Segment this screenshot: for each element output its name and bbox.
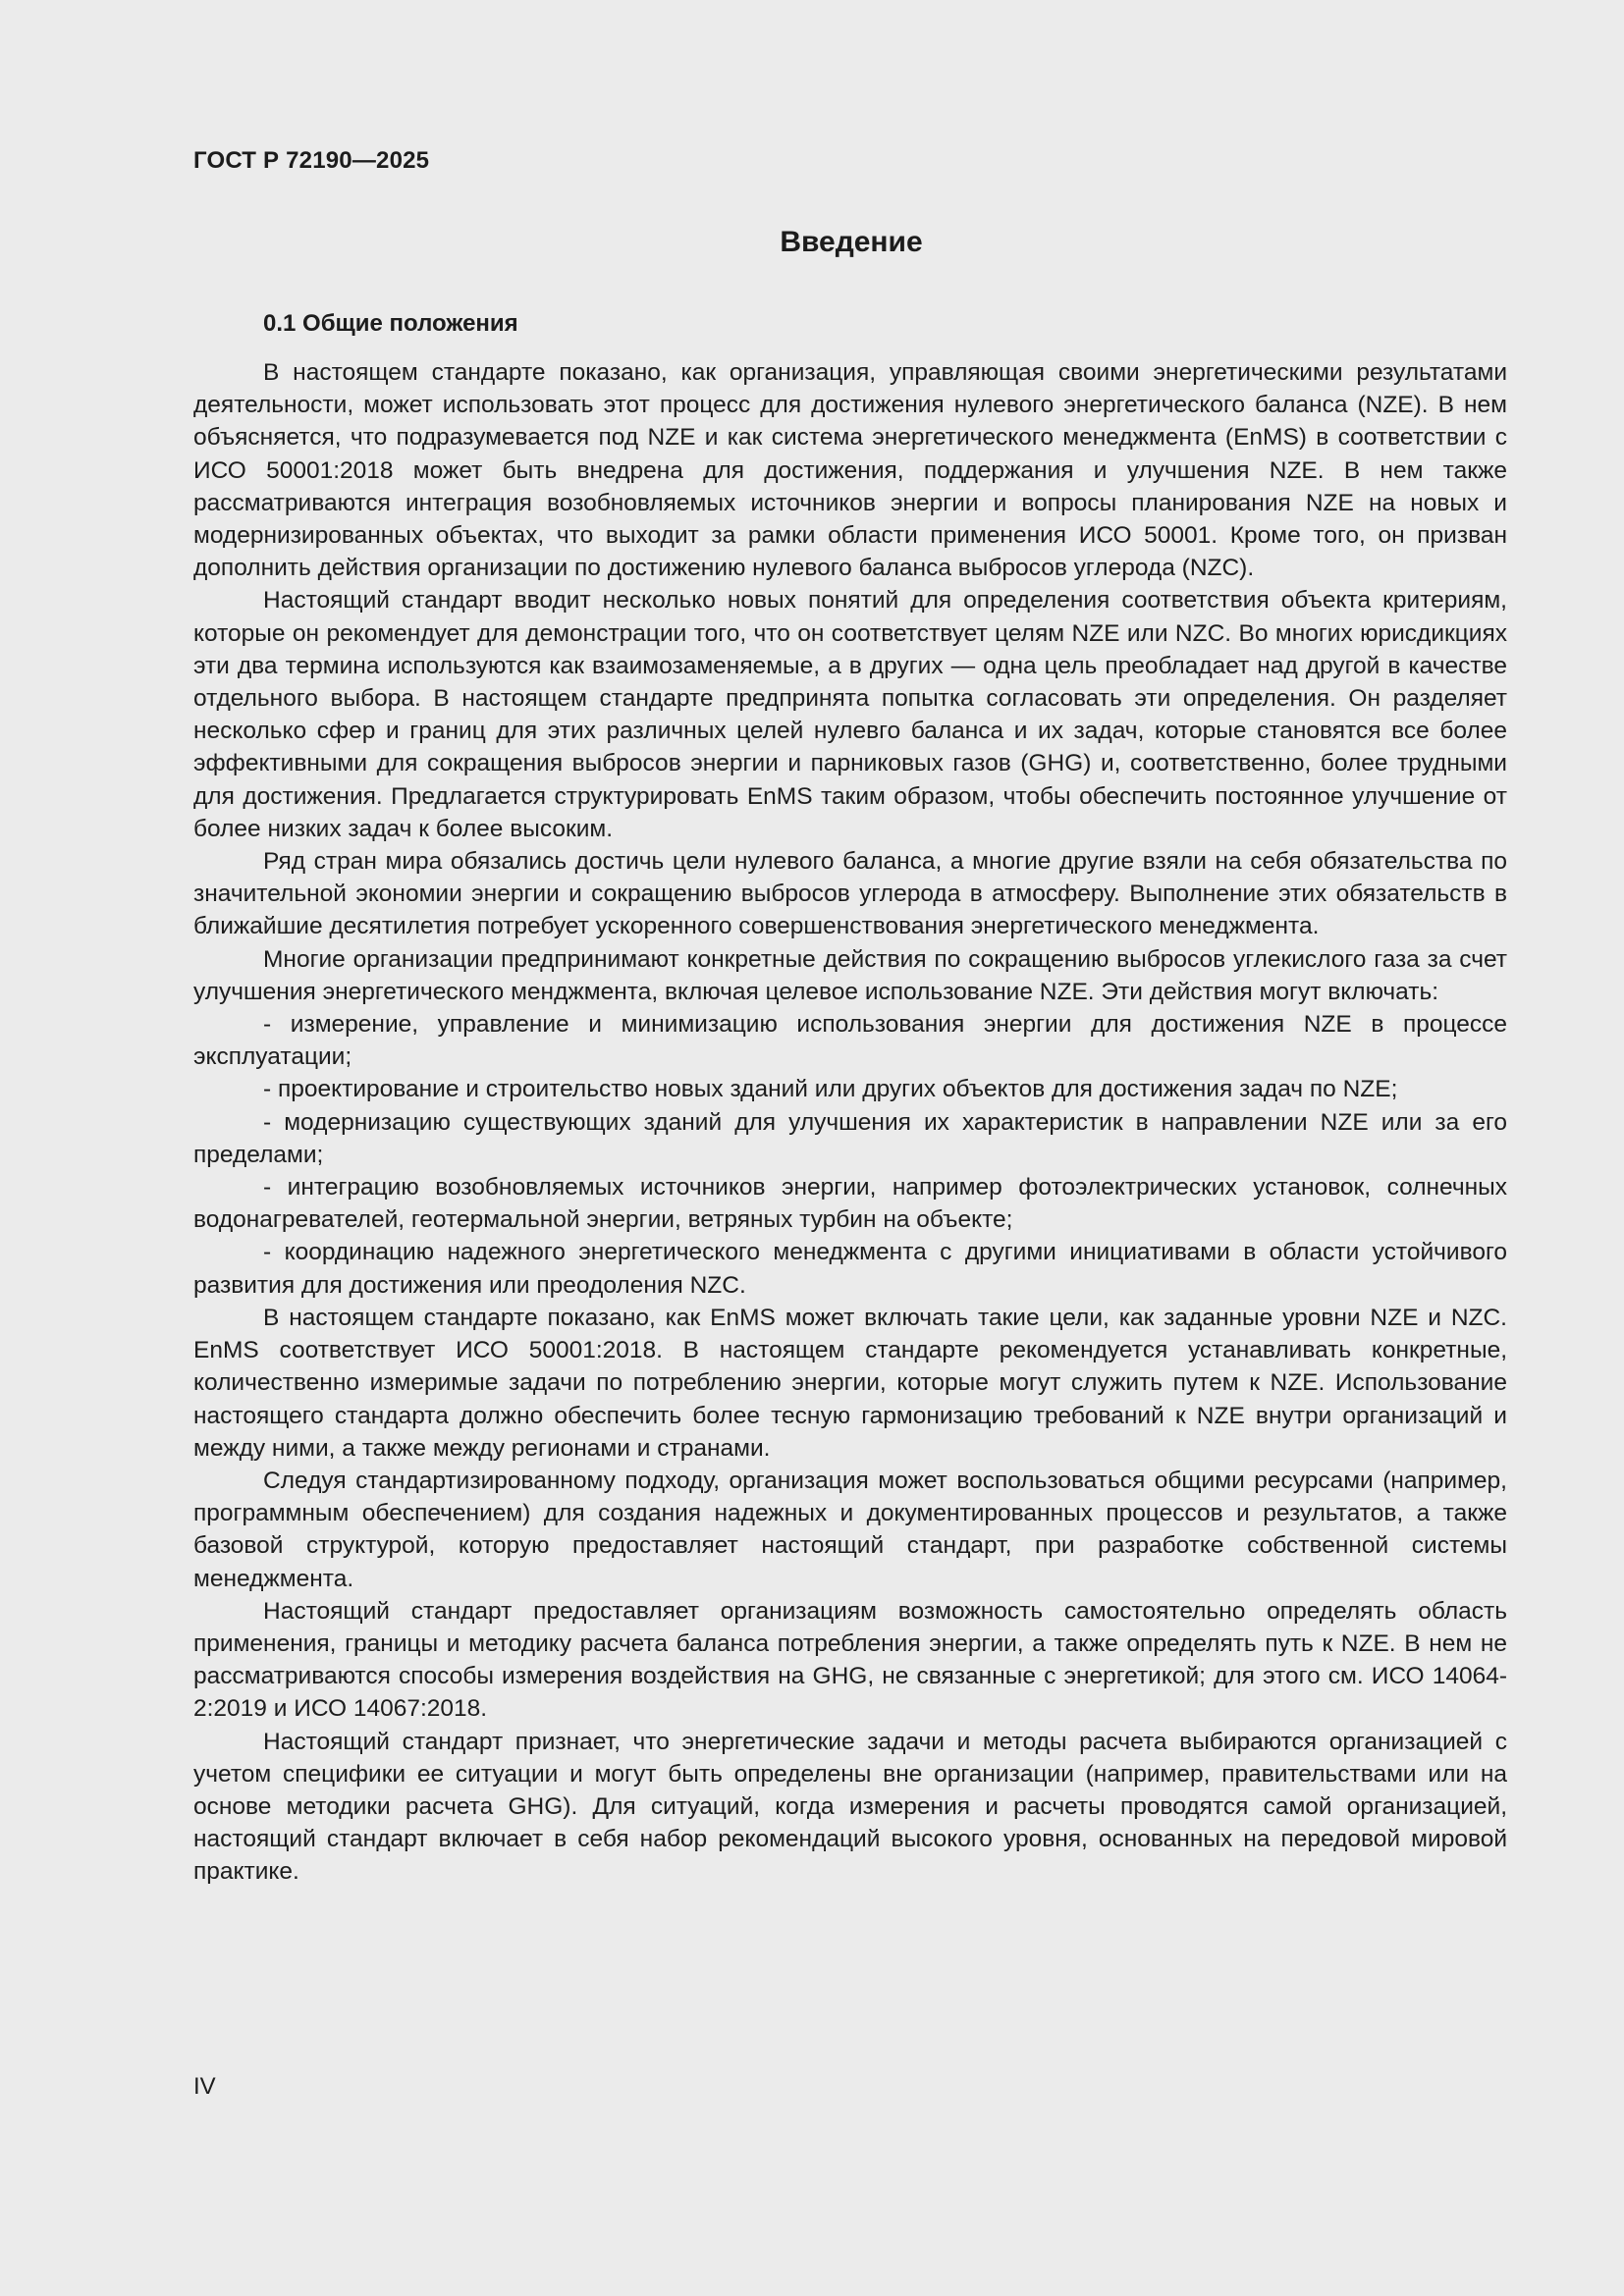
list-item: - координацию надежного энергетического менеджмента с другими инициативами в области устойчивого развития для достижения или преодоления NZC.	[193, 1239, 1507, 1299]
paragraph: Настоящий стандарт предоставляет организациям возможность самостоятельно определять область применения, границы и методику расчета баланса потребления энергии, а также определять путь к NZE. В нем не рассматриваются способы измерения воздействия на GHG, не связанные с энергетикой; для этого см. ИСО 14064-2:2019 и ИСО 14067:2018.	[193, 1597, 1507, 1723]
paragraph: Следуя стандартизированному подходу, организация может воспользоваться общими ресурсами (например, программным обеспечением) для создания надежных и документированных процессов и результатов, а также базовой структурой, которую предоставляет настоящий стандарт, при разработке собственной системы менеджмента.	[193, 1467, 1507, 1592]
list-item: - интеграцию возобновляемых источников энергии, например фотоэлектрических установок, солнечных водонагревателей, геотермальной энергии, ветряных турбин на объекте;	[193, 1174, 1507, 1234]
paragraph: Многие организации предпринимают конкретные действия по сокращению выбросов углекислого газа за счет улучшения энергетического менджмента, включая целевое использование NZE. Эти действия могут включать:	[193, 945, 1507, 1005]
paragraph: В настоящем стандарте показано, как организация, управляющая своими энергетическими результатами деятельности, может использовать этот процесс для достижения нулевого энергетического баланса (NZE). В нем объясняется, что подразумевается под NZE и как система энергетического менеджмента (EnMS) в соответствии с ИСО 50001:2018 может быть внедрена для достижения, поддержания и улучшения NZE. В нем также рассматриваются интеграция возобновляемых источников энергии и вопросы планирования NZE на новых и модернизированных объектах, что выходит за рамки области применения ИСО 50001. Кроме того, он призван дополнить действия организации по достижению нулевого баланса выбросов углерода (NZC).	[193, 359, 1507, 582]
standard-code-header: ГОСТ Р 72190—2025	[193, 147, 430, 174]
body-text	[193, 356, 1507, 1889]
page-title: Введение	[780, 226, 923, 258]
list-item: - модернизацию существующих зданий для улучшения их характеристик в направлении NZE или за его пределами;	[193, 1108, 1507, 1168]
paragraph: Ряд стран мира обязались достичь цели нулевого баланса, а многие другие взяли на себя обязательства по значительной экономии энергии и сокращению выбросов углерода в атмосферу. Выполнение этих обязательств в ближайшие десятилетия потребует ускоренного совершенствования энергетического менеджмента.	[193, 848, 1507, 940]
section-heading: 0.1 Общие положения	[263, 310, 518, 337]
paragraph: Настоящий стандарт признает, что энергетические задачи и методы расчета выбираются организацией с учетом специфики ее ситуации и могут быть определены вне организации (например, правительствами или на основе методики расчета GHG). Для ситуаций, когда измерения и расчеты проводятся самой организацией, настоящий стандарт включает в себя набор рекомендаций высокого уровня, основанных на передовой мировой практике.	[193, 1728, 1507, 1886]
paragraph: В настоящем стандарте показано, как EnMS может включать такие цели, как заданные уровни NZE и NZC. EnMS соответствует ИСО 50001:2018. В настоящем стандарте рекомендуется устанавливать конкретные, количественно измеримые задачи по потреблению энергии, которые могут служить путем к NZE. Использование настоящего стандарта должно обеспечить более тесную гармонизацию требований к NZE внутри организаций и между ними, а также между регионами и странами.	[193, 1304, 1507, 1462]
paragraph: Настоящий стандарт вводит несколько новых понятий для определения соответствия объекта критериям, которые он рекомендует для демонстрации того, что он соответствует целям NZE или NZC. Во многих юрисдикциях эти два термина используются как взаимозаменяемые, а в других — одна цель преобладает над другой в качестве отдельного выбора. В настоящем стандарте предпринята попытка согласовать эти определения. Он разделяет несколько сфер и границ для этих различных целей нулевго баланса и их задач, которые становятся все более эффективными для сокращения выбросов энергии и парниковых газов (GHG) и, соответственно, более трудными для достижения. Предлагается структурировать EnMS таким образом, чтобы обеспечить постоянное улучшение от более низких задач к более высоким.	[193, 587, 1507, 842]
list-item: - проектирование и строительство новых зданий или других объектов для достижения задач по NZE;	[263, 1076, 1398, 1103]
list-item: - измерение, управление и минимизацию использования энергии для достижения NZE в процессе эксплуатации;	[193, 1011, 1507, 1071]
page-number: IV	[193, 2073, 216, 2100]
